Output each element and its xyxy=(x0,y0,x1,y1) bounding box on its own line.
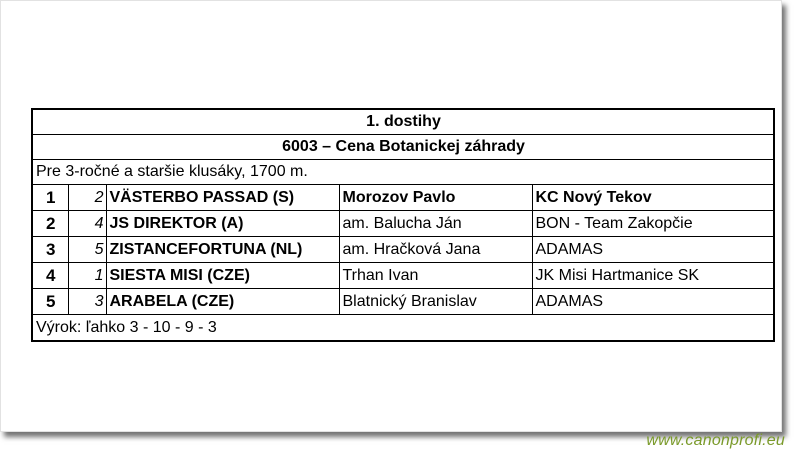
horse-name-cell: ZISTANCEFORTUNA (NL) xyxy=(106,237,339,263)
race-name-row xyxy=(32,135,774,160)
horse-name-cell: SIESTA MISI (CZE) xyxy=(106,263,339,289)
owner-cell: JK Misi Hartmanice SK xyxy=(532,263,774,289)
start-number-cell: 3 xyxy=(68,289,106,315)
race-results-table xyxy=(31,108,775,342)
start-number-cell: 5 xyxy=(68,237,106,263)
driver-cell: am. Hračková Jana xyxy=(339,237,532,263)
owner-cell: BON - Team Zakopčie xyxy=(532,211,774,237)
driver-cell: am. Balucha Ján xyxy=(339,211,532,237)
start-number-cell: 4 xyxy=(68,211,106,237)
table-row xyxy=(32,263,774,289)
table-row xyxy=(32,211,774,237)
race-title-row xyxy=(32,109,774,135)
start-number-cell: 1 xyxy=(68,263,106,289)
driver-cell: Trhan Ivan xyxy=(339,263,532,289)
place-cell: 2 xyxy=(32,211,68,237)
owner-cell: ADAMAS xyxy=(532,237,774,263)
place-cell: 3 xyxy=(32,237,68,263)
horse-name-cell: JS DIREKTOR (A) xyxy=(106,211,339,237)
place-cell: 5 xyxy=(32,289,68,315)
driver-cell: Morozov Pavlo xyxy=(339,185,532,211)
driver-cell: Blatnický Branislav xyxy=(339,289,532,315)
race-conditions: Pre 3-ročné a staršie klusáky, 1700 m. xyxy=(32,160,774,185)
race-title: 1. dostihy xyxy=(32,109,774,135)
table-row xyxy=(32,289,774,315)
payout-row xyxy=(32,315,774,342)
start-number-cell: 2 xyxy=(68,185,106,211)
payout-text: Výrok: ľahko 3 - 10 - 9 - 3 xyxy=(32,315,774,342)
site-watermark: www.canonprofi.eu xyxy=(646,432,785,449)
table-row xyxy=(32,237,774,263)
horse-name-cell: VÄSTERBO PASSAD (S) xyxy=(106,185,339,211)
owner-cell: KC Nový Tekov xyxy=(532,185,774,211)
owner-cell: ADAMAS xyxy=(532,289,774,315)
place-cell: 1 xyxy=(32,185,68,211)
horse-name-cell: ARABELA (CZE) xyxy=(106,289,339,315)
table-row xyxy=(32,185,774,211)
place-cell: 4 xyxy=(32,263,68,289)
race-name: 6003 – Cena Botanickej záhrady xyxy=(32,135,774,160)
race-conditions-row xyxy=(32,160,774,185)
